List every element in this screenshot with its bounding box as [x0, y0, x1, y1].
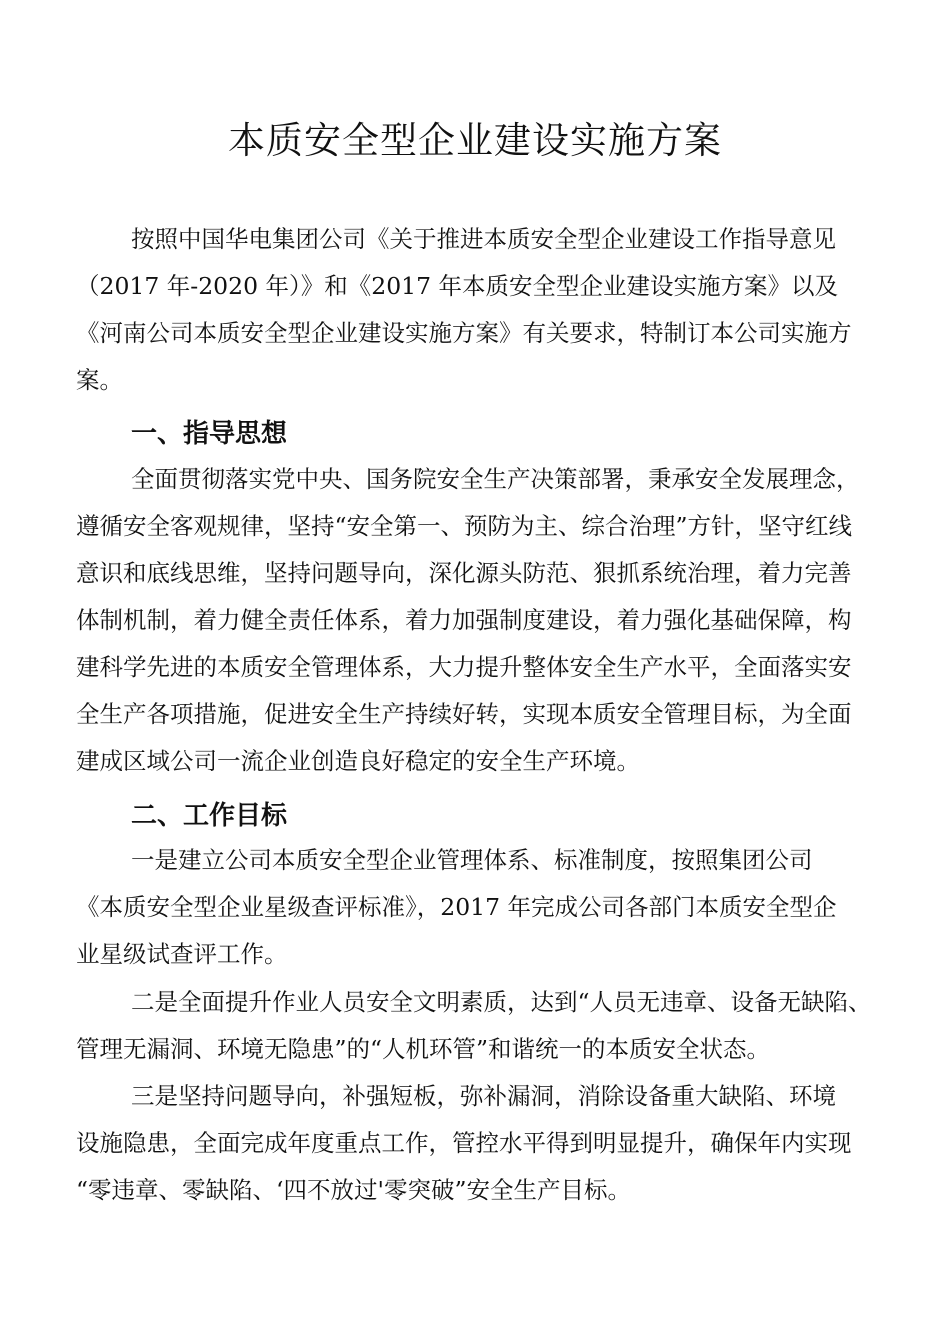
paragraph-line: 建科学先进的本质安全管理体系，大力提升整体安全生产水平，全面落实安 [76, 653, 852, 681]
paragraph-line: 管理无漏洞、环境无隐患”的“人机环管”和谐统一的本质安全状态。 [76, 1035, 771, 1063]
paragraph-line: 体制机制，着力健全责任体系，着力加强制度建设，着力强化基础保障，构 [76, 606, 852, 634]
paragraph-line: 一是建立公司本质安全型企业管理体系、标准制度，按照集团公司 [131, 846, 813, 874]
document-title: 本质安全型企业建设实施方案 [228, 119, 722, 162]
goal-paragraph-three [76, 1073, 896, 1214]
intro-line: 案。 [76, 366, 123, 394]
paragraph-line: 二是全面提升作业人员安全文明素质，达到“人员无违章、设备无缺陷、 [131, 988, 872, 1016]
goal-paragraph-one [76, 837, 896, 978]
goal-paragraph-two [76, 979, 896, 1073]
paragraph-line: 《本质安全型企业星级查评标准》，2017 年完成公司各部门本质安全型企 [76, 893, 837, 921]
paragraph-line: 建成区域公司一流企业创造良好稳定的安全生产环境。 [76, 747, 640, 775]
paragraph-line: 遵循安全客观规律，坚持“安全第一、预防为主、综合治理”方针，坚守红线 [76, 512, 853, 540]
intro-line: 按照中国华电集团公司《关于推进本质安全型企业建设工作指导意见 [131, 225, 836, 253]
paragraph-line: “零违章、零缺陷、‘四不放过'零突破”安全生产目标。 [76, 1176, 631, 1204]
intro-paragraph [76, 216, 896, 404]
paragraph-line: 全面贯彻落实党中央、国务院安全生产决策部署，秉承安全发展理念， [131, 465, 860, 493]
section-heading-guiding-thought: 一、指导思想 [131, 419, 288, 449]
section-heading-work-goals: 二、工作目标 [131, 801, 288, 831]
intro-line: 《河南公司本质安全型企业建设实施方案》有关要求，特制订本公司实施方 [76, 319, 852, 347]
guiding-thought-paragraph [76, 456, 896, 785]
paragraph-line: 业星级试查评工作。 [76, 940, 288, 968]
paragraph-line: 意识和底线思维，坚持问题导向，深化源头防范、狠抓系统治理，着力完善 [76, 559, 852, 587]
intro-line: （2017 年-2020 年）》和《2017 年本质安全型企业建设实施方案》以及 [76, 272, 839, 300]
paragraph-line: 三是坚持问题导向，补强短板，弥补漏洞，消除设备重大缺陷、环境 [131, 1082, 836, 1110]
paragraph-line: 全生产各项措施，促进安全生产持续好转，实现本质安全管理目标，为全面 [76, 700, 852, 728]
paragraph-line: 设施隐患，全面完成年度重点工作，管控水平得到明显提升，确保年内实现 [76, 1129, 852, 1157]
